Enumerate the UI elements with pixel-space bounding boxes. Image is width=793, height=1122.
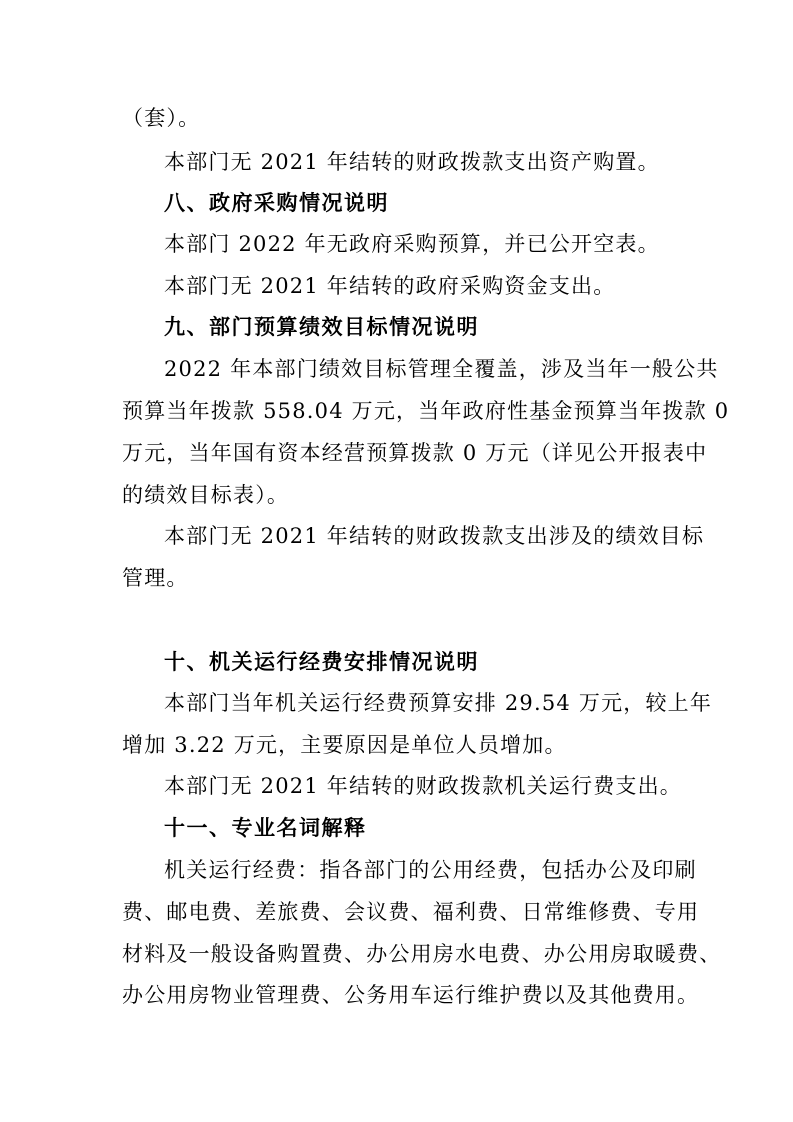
paragraph-line: （套）。	[122, 106, 201, 130]
paragraph-line: 本部门无 2021 年结转的政府采购资金支出。	[164, 274, 616, 298]
paragraph-line: 预算当年拨款 558.04 万元，当年政府性基金预算当年拨款 0	[122, 399, 730, 423]
paragraph-line: 办公用房物业管理费、公务用车运行维护费以及其他费用。	[122, 983, 700, 1007]
paragraph-line: 万元，当年国有资本经营预算拨款 0 万元（详见公开报表中	[122, 441, 708, 465]
paragraph-line: 管理。	[122, 566, 189, 590]
paragraph-line: 本部门无 2021 年结转的财政拨款支出涉及的绩效目标	[164, 524, 705, 548]
paragraph-line: 增加 3.22 万元，主要原因是单位人员增加。	[122, 733, 567, 757]
paragraph-line: 2022 年本部门绩效目标管理全覆盖，涉及当年一般公共	[164, 357, 719, 381]
paragraph-line: 机关运行经费：指各部门的公用经费，包括办公及印刷	[164, 858, 697, 882]
paragraph-line: 本部门 2022 年无政府采购预算，并已公开空表。	[164, 232, 660, 256]
paragraph-line: 费、邮电费、差旅费、会议费、福利费、日常维修费、专用	[122, 900, 700, 924]
paragraph-line: 本部门无 2021 年结转的财政拨款支出资产购置。	[164, 150, 660, 174]
paragraph-line: 材料及一般设备购置费、办公用房水电费、办公用房取暖费、	[122, 942, 722, 966]
section-heading-8: 八、政府采购情况说明	[164, 191, 389, 215]
section-heading-9: 九、部门预算绩效目标情况说明	[164, 315, 479, 339]
paragraph-line: 本部门无 2021 年结转的财政拨款机关运行费支出。	[164, 774, 682, 798]
section-heading-10: 十、机关运行经费安排情况说明	[164, 650, 479, 674]
paragraph-line: 本部门当年机关运行经费预算安排 29.54 万元，较上年	[164, 691, 713, 715]
section-heading-11: 十一、专业名词解释	[164, 816, 367, 840]
paragraph-line: 的绩效目标表）。	[122, 483, 290, 507]
